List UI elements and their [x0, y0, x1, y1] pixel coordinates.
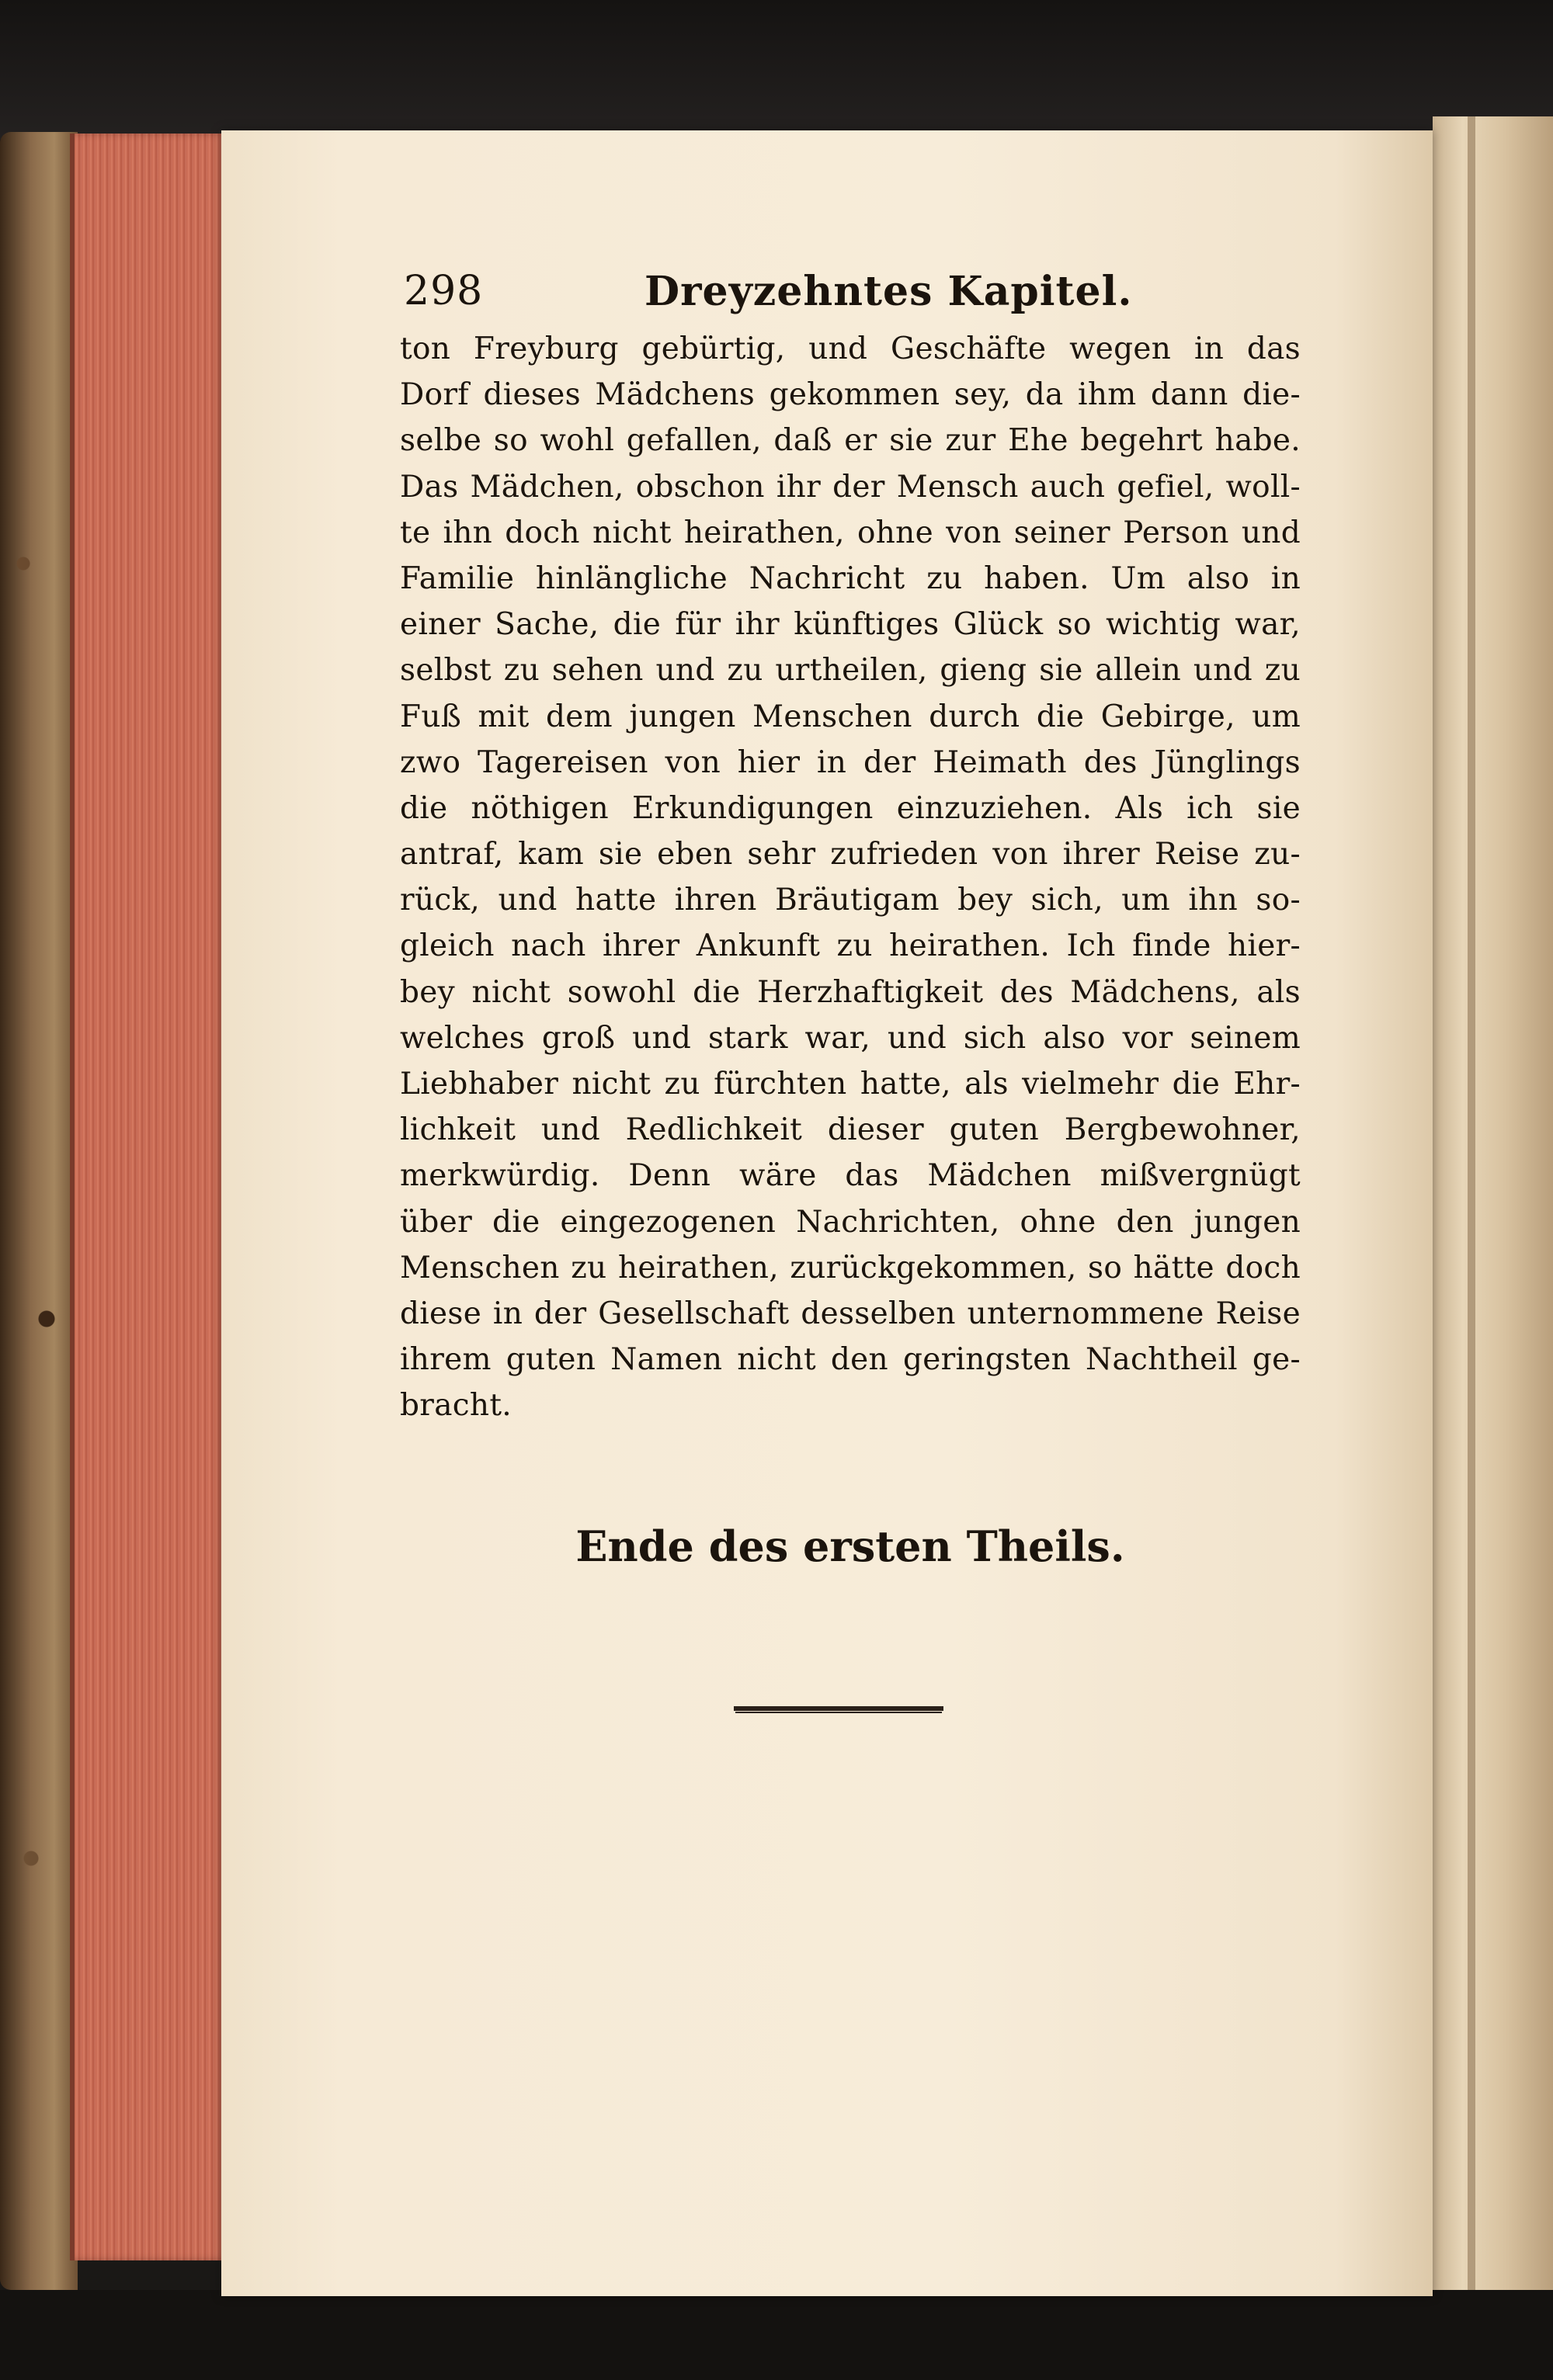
text-line: selbst zu sehen und zu urtheilen, gieng sie allein und zu [400, 653, 1301, 689]
text-line: Menschen zu heirathen, zurückgekommen, so hätte doch [400, 1250, 1301, 1285]
text-line: über die eingezogenen Nachrichten, ohne den jungen [400, 1204, 1301, 1240]
page-number: 298 [404, 268, 484, 314]
facing-page [1433, 116, 1553, 2305]
text-line: selbe so wohl gefallen, daß er sie zur Ehe begehrt habe. [400, 423, 1301, 459]
text-line: merkwürdig. Denn wäre das Mädchen mißvergnügt [400, 1158, 1301, 1194]
backdrop-bottom [0, 2290, 1553, 2380]
text-line: Dorf dieses Mädchens gekommen sey, da ihm dann die- [400, 377, 1301, 413]
text-line: die nöthigen Erkundigungen einzuziehen. Als ich sie [400, 790, 1301, 826]
body-text [400, 326, 1301, 1429]
backdrop [0, 0, 1553, 140]
text-line: lichkeit und Redlichkeit dieser guten Bergbewohner, [400, 1112, 1301, 1148]
text-line: Fuß mit dem jungen Menschen durch die Gebirge, um [400, 699, 1301, 734]
text-line: rück, und hatte ihren Bräutigam bey sich, um ihn so- [400, 883, 1301, 918]
text-line: antraf, kam sie eben sehr zufrieden von ihrer Reise zu- [400, 837, 1301, 873]
page-edges [70, 134, 230, 2260]
text-line: bey nicht sowohl die Herzhaftigkeit des Mädchens, als [400, 974, 1301, 1010]
text-line: zwo Tagereisen von hier in der Heimath des Jünglings [400, 744, 1301, 780]
text-line: bracht. [400, 1388, 512, 1424]
running-title: Dreyzehntes Kapitel. [644, 268, 1133, 315]
text-line: Liebhaber nicht zu fürchten hatte, als vielmehr die Ehr- [400, 1067, 1301, 1102]
text-line: Familie hinlängliche Nachricht zu haben. Um also in [400, 560, 1301, 596]
end-title: Ende des ersten Theils. [575, 1521, 1125, 1571]
page-header [404, 268, 1297, 322]
text-line: ton Freyburg gebürtig, und Geschäfte wegen in das [400, 331, 1301, 366]
text-line: te ihn doch nicht heirathen, ohne von seiner Person und [400, 515, 1301, 550]
text-line: Das Mädchen, obschon ihr der Mensch auch gefiel, woll- [400, 469, 1301, 505]
text-line: welches groß und stark war, und sich also vor seinem [400, 1020, 1301, 1056]
facing-page-edge [1468, 116, 1475, 2305]
text-line: gleich nach ihrer Ankunft zu heirathen. Ich finde hier- [400, 928, 1301, 964]
text-line: einer Sache, die für ihr künftiges Glück so wichtig war, [400, 607, 1301, 643]
book-cover [0, 132, 78, 2290]
text-line: ihrem guten Namen nicht den geringsten Nachtheil ge- [400, 1342, 1301, 1378]
text-line: diese in der Gesellschaft desselben unternommene Reise [400, 1296, 1301, 1331]
closing-rule [734, 1706, 943, 1711]
